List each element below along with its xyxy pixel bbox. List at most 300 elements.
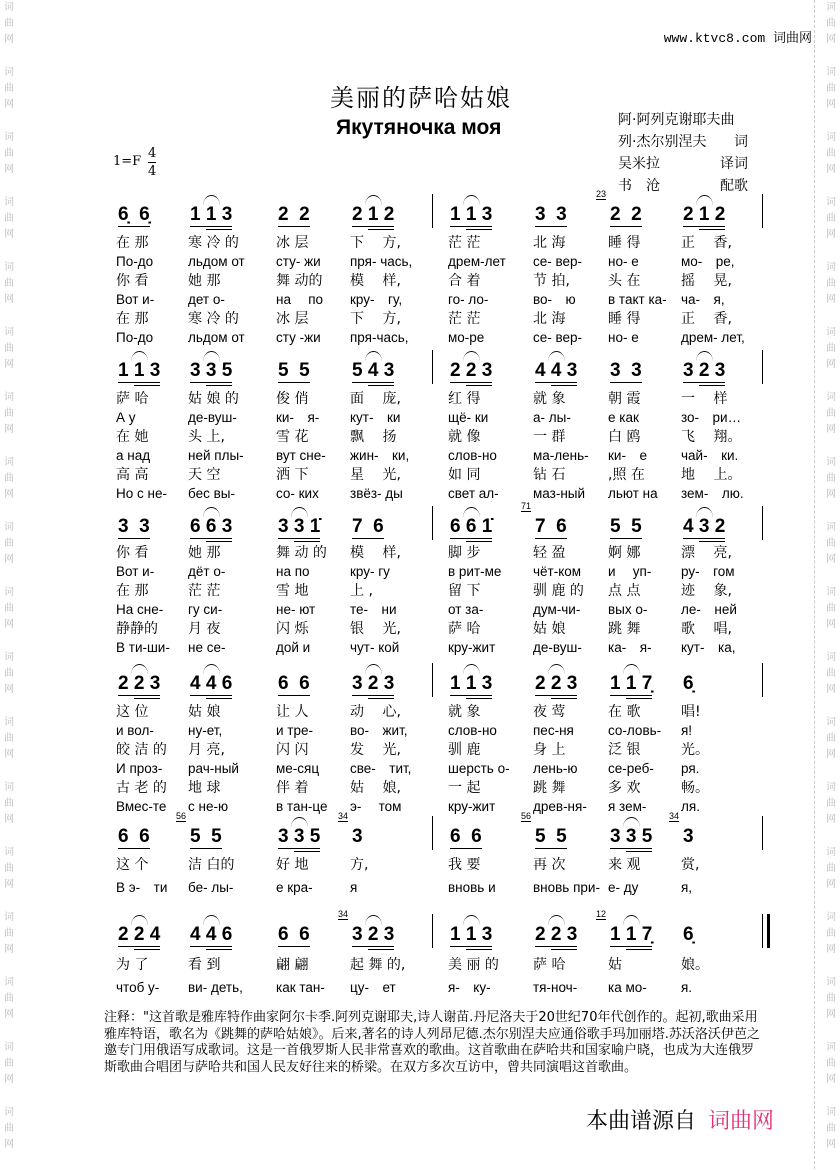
note-group <box>118 516 150 539</box>
watermark-text: 词曲网 <box>4 1107 14 1150</box>
lyric: ,照 在 <box>608 467 645 483</box>
credit-composer: 阿·阿列克谢耶夫曲 <box>618 112 735 128</box>
note-group <box>610 516 642 539</box>
lyric: а- лы- <box>533 410 571 425</box>
note-group <box>610 360 642 383</box>
note-group <box>278 204 310 227</box>
watermark-text: 词曲网 <box>826 847 836 890</box>
lyric: я- ку- <box>448 980 491 995</box>
lyric: э- том <box>350 799 402 814</box>
note-group <box>352 516 384 539</box>
lyric: 正 香, <box>681 235 732 251</box>
lyric: 婀 娜 <box>608 545 641 561</box>
lyric: а над <box>116 448 151 463</box>
watermark-text: 词曲网 <box>4 1042 14 1085</box>
lyric: 银 光, <box>350 621 401 637</box>
watermark-text: 词曲网 <box>826 652 836 695</box>
notes: 1 1 7̣ <box>610 924 653 945</box>
lyric: 看 到 <box>188 957 221 973</box>
barline <box>432 194 433 228</box>
slur <box>463 351 481 362</box>
lyric: кут- ки <box>350 410 401 425</box>
site-url[interactable]: www.ktvc8.com <box>663 31 766 46</box>
lyric: от за- <box>448 602 484 617</box>
credits <box>618 109 748 197</box>
lyric: 驯 鹿 的 <box>533 583 584 599</box>
time-signature: 4 4 <box>148 146 157 179</box>
lyric: 再 次 <box>533 857 566 873</box>
watermark-text: 词曲网 <box>4 262 14 305</box>
lyric: В ти-ши- <box>116 640 170 655</box>
notes: 5 5 <box>610 516 642 537</box>
lyric: ки- я- <box>276 410 320 425</box>
lyric: 赏, <box>681 857 700 873</box>
note-group <box>278 360 310 383</box>
barline <box>762 663 763 697</box>
lyric: 白 鸥 <box>608 429 641 445</box>
note-group <box>683 204 725 227</box>
page-border <box>814 0 815 1169</box>
notes: 2 2 3 <box>118 673 161 694</box>
lyric: 发 光, <box>350 742 401 758</box>
lyric: 姑 娘 <box>533 621 566 637</box>
grace-note: 56 <box>521 811 532 821</box>
lyric: льдом от <box>188 254 245 269</box>
slur <box>623 915 641 926</box>
lyric: лень-ю <box>533 761 578 776</box>
lyric: И проз- <box>116 761 163 776</box>
lyric: 为 了 <box>116 957 149 973</box>
watermark-text: 词曲网 <box>4 522 14 565</box>
barline <box>762 194 763 228</box>
lyric: ма-лень- <box>533 448 589 463</box>
lyric: 萨 哈 <box>533 957 566 973</box>
lyric: 头 上, <box>188 429 225 445</box>
notes: 2 1 2 <box>352 204 395 225</box>
watermark-text: 词曲网 <box>826 1042 836 1085</box>
lyric: бес вы- <box>188 486 235 501</box>
lyric: 洁 白的 <box>188 857 235 873</box>
grace-note: 34 <box>338 811 349 821</box>
lyric: слов-но <box>448 723 497 738</box>
watermark-text: 词曲网 <box>826 717 836 760</box>
lyric: 高 高 <box>116 467 149 483</box>
notes: 4 3 2 <box>683 516 726 537</box>
notes: 5 4 3 <box>352 360 395 381</box>
slur <box>291 507 309 518</box>
lyric: 月 夜 <box>188 621 221 637</box>
lyric: 正 香, <box>681 311 732 327</box>
lyric: 飘 扬 <box>350 429 397 445</box>
lyric: сту- жи <box>276 254 321 269</box>
barline <box>762 506 763 540</box>
note-group <box>190 204 232 227</box>
note-group <box>278 673 310 696</box>
notes: 3 3 5 <box>190 360 233 381</box>
note-group <box>683 924 694 946</box>
lyric: 萨 哈 <box>448 621 481 637</box>
credit-translator: 吴米拉 译词 <box>618 156 748 172</box>
watermark-text: 词曲网 <box>826 912 836 955</box>
notes: 3 2 3 <box>683 360 726 381</box>
slur <box>131 351 149 362</box>
lyric: 方, <box>350 857 369 873</box>
lyric: кру- гу, <box>350 292 403 307</box>
note-group <box>352 204 394 227</box>
watermark-text: 词曲网 <box>826 457 836 500</box>
lyric: слов-но <box>448 448 497 463</box>
lyric: 地 球 <box>188 780 221 796</box>
lyric: 就 象 <box>448 704 481 720</box>
watermark-text: 词曲网 <box>4 977 14 1020</box>
slur <box>365 915 383 926</box>
note-group <box>450 826 482 849</box>
lyric: 轻 盈 <box>533 545 566 561</box>
lyric: и уп- <box>608 564 652 579</box>
lyric: зем- лю. <box>681 486 744 501</box>
lyric: рач-ный <box>188 761 239 776</box>
lyric: дрем- лет, <box>681 330 745 345</box>
watermark-text: 词曲网 <box>4 782 14 825</box>
watermark-left <box>2 0 16 1170</box>
notes: 2 2 <box>610 204 642 225</box>
notes: 1 1 3 <box>190 204 233 225</box>
lyric: А у <box>116 410 136 425</box>
lyric: 星 光, <box>350 467 401 483</box>
notes: 2 2 <box>278 204 310 225</box>
notes: 3 3 5 <box>610 826 653 847</box>
lyric: 动 心, <box>350 704 401 720</box>
slur <box>623 664 641 675</box>
lyric: 好 地 <box>276 857 309 873</box>
grace-note: 71 <box>521 501 532 511</box>
lyric: ру- гом <box>681 564 735 579</box>
site-name: 词曲网 <box>772 31 812 46</box>
lyric: ки- е <box>608 448 647 463</box>
lyric: звёз- ды <box>350 486 403 501</box>
note-group <box>683 516 725 539</box>
lyric: е кра- <box>276 880 313 895</box>
lyric: Но с не- <box>116 486 167 501</box>
lyric: се-реб- <box>608 761 654 776</box>
lyric: маз-ный <box>533 486 586 501</box>
watermark-text: 词曲网 <box>4 587 14 630</box>
footer-brand[interactable]: 词曲网 <box>708 1109 775 1134</box>
lyric: 一 样 <box>681 391 728 407</box>
lyric: ней плы- <box>188 448 244 463</box>
lyric: го- ло- <box>448 292 489 307</box>
lyric: 多 欢 <box>608 780 641 796</box>
lyric: сту -жи <box>276 330 321 345</box>
lyric: 我 要 <box>448 857 481 873</box>
notes: 6̣ 6̣ <box>118 204 150 225</box>
lyric: ча- я, <box>681 292 725 307</box>
barline <box>432 350 433 384</box>
final-barline <box>762 914 770 948</box>
lyric: се- вер- <box>533 254 583 269</box>
lyric: чут- кой <box>350 640 400 655</box>
lyric: вых о- <box>608 602 648 617</box>
note-group <box>450 673 492 696</box>
slur <box>463 915 481 926</box>
notes: 1 1 3 <box>450 204 493 225</box>
lyric: я. <box>681 980 693 995</box>
lyric: 红 得 <box>448 391 481 407</box>
lyric: пря-чась, <box>350 330 409 345</box>
grace-note: 12 <box>596 909 607 919</box>
lyric: 身 上 <box>533 742 566 758</box>
slur <box>365 195 383 206</box>
notes: 3 <box>683 826 694 847</box>
slur <box>548 915 566 926</box>
song-title: 美丽的萨哈姑娘 <box>330 84 512 112</box>
barline <box>432 816 433 850</box>
lyric: е как <box>608 410 639 425</box>
lyric: 天 空 <box>188 467 221 483</box>
lyric: 唱! <box>681 704 701 720</box>
lyric: 娘。 <box>681 957 709 973</box>
lyric: 畅。 <box>681 780 709 796</box>
grace-note: 34 <box>338 909 349 919</box>
lyric: 模 样, <box>350 273 401 289</box>
lyric: как тан- <box>276 980 325 995</box>
lyric: 舞 动 的 <box>276 545 327 561</box>
watermark-text: 词曲网 <box>4 652 14 695</box>
lyric: не се- <box>188 640 226 655</box>
watermark-text: 词曲网 <box>4 327 14 370</box>
watermark-text: 词曲网 <box>826 392 836 435</box>
lyric: льют на <box>608 486 658 501</box>
lyric: ля. <box>681 799 700 814</box>
slur <box>696 507 714 518</box>
slur <box>463 507 481 518</box>
notes: 3 3 5 <box>278 826 321 847</box>
notes: 6 6 <box>278 673 310 694</box>
lyric: но- е <box>608 330 639 345</box>
lyric: 模 样, <box>350 545 401 561</box>
lyric: те- ни <box>350 602 397 617</box>
lyric: ка- я- <box>608 640 652 655</box>
note-group <box>278 826 320 849</box>
lyric: 姑 <box>608 957 622 973</box>
note-group <box>118 924 160 947</box>
slur <box>623 817 641 828</box>
watermark-text: 词曲网 <box>4 197 14 240</box>
watermark-text: 词曲网 <box>826 67 836 110</box>
lyric: 就 像 <box>448 429 481 445</box>
lyric: 下 方, <box>350 235 401 251</box>
barline <box>432 914 433 948</box>
lyric: кру-жит <box>448 640 496 655</box>
notes: 4 4 6 <box>190 924 233 945</box>
note-group <box>118 826 150 849</box>
lyric: 雪 花 <box>276 429 309 445</box>
lyric: 雪 地 <box>276 583 309 599</box>
lyric: 俊 俏 <box>276 391 309 407</box>
lyric: 一 起 <box>448 780 481 796</box>
lyric: не- ют <box>276 602 316 617</box>
lyric: чтоб у- <box>116 980 160 995</box>
note-group <box>190 360 232 383</box>
watermark-text: 词曲网 <box>826 977 836 1020</box>
lyric: 翩 翩 <box>276 957 309 973</box>
lyric: 北 海 <box>533 235 566 251</box>
notes: 5 5 <box>535 826 567 847</box>
notes: 7 6 <box>535 516 567 537</box>
note-group <box>278 924 310 947</box>
lyric: 北 海 <box>533 311 566 327</box>
lyric: древ-ня- <box>533 799 587 814</box>
lyric: 睡 得 <box>608 311 641 327</box>
lyric: 月 亮, <box>188 742 225 758</box>
lyric: де-вуш- <box>188 410 237 425</box>
slur <box>131 915 149 926</box>
lyric: 留 下 <box>448 583 481 599</box>
lyric: Вот и- <box>116 564 155 579</box>
notes: 5 5 <box>278 360 310 381</box>
lyric: 跳 舞 <box>533 780 566 796</box>
grace-note: 34 <box>669 811 680 821</box>
note-group <box>610 826 652 849</box>
lyric: 脚 步 <box>448 545 481 561</box>
lyric: вут сне- <box>276 448 326 463</box>
lyric: 飞 翔。 <box>681 429 742 445</box>
lyric: чёт-ком <box>533 564 582 579</box>
lyric: чай- ки. <box>681 448 739 463</box>
slur <box>696 351 714 362</box>
watermark-text: 词曲网 <box>826 522 836 565</box>
watermark-text: 词曲网 <box>4 847 14 890</box>
lyric: 寒 冷 的 <box>188 235 239 251</box>
lyric: 地 上。 <box>681 467 742 483</box>
notes: 3 2 3 <box>352 924 395 945</box>
lyric: 下 方, <box>350 311 401 327</box>
watermark-text: 词曲网 <box>4 912 14 955</box>
lyric: се- вер- <box>533 330 583 345</box>
slur <box>548 664 566 675</box>
slur <box>463 195 481 206</box>
note-group <box>535 924 577 947</box>
note-group <box>683 360 725 383</box>
lyric: с не-ю <box>188 799 229 814</box>
notes: 1 1 3 <box>450 673 493 694</box>
annotation-note: 注释："这首歌是雅库特作曲家阿尔卡季.阿列克谢耶夫,诗人谢苗.丹尼洛夫于20世纪70年代创作的。起初,歌曲采用雅库特语，歌名为《跳舞的萨哈姑娘》。后来,著名的诗人列昂尼德.杰尔别涅夫应通俗歌手玛加丽塔.苏沃洛沃伊芭之邀专门用俄语写成歌词。这是一首俄罗斯人民非常喜欢的歌曲。这首歌曲在萨哈共和国家喻户晓，也成为大连俄罗斯歌曲合唱团与萨哈共和国人民友好往来的桥梁。在双方多次互访中，曾共同演唱这首歌曲。 <box>104 1010 760 1075</box>
lyric: в такт ка- <box>608 292 667 307</box>
watermark-text: 词曲网 <box>4 717 14 760</box>
slur <box>291 817 309 828</box>
note-group <box>596 909 653 947</box>
slur <box>463 664 481 675</box>
note-group <box>521 811 567 849</box>
note-group <box>176 811 222 849</box>
lyric: 一 群 <box>533 429 566 445</box>
lyric: ви- деть, <box>188 980 243 995</box>
lyric: 跳 舞 <box>608 621 641 637</box>
notes: 6 6 <box>278 924 310 945</box>
lyric: На сне- <box>116 602 164 617</box>
lyric: ме-сяц <box>276 761 320 776</box>
notes: 5 5 <box>190 826 222 847</box>
note-group <box>521 501 567 539</box>
note-group <box>190 924 232 947</box>
lyric: кру- гу <box>350 564 390 579</box>
notes: 2 1 2 <box>683 204 726 225</box>
note-group <box>338 909 395 947</box>
lyric: 她 那 <box>188 273 221 289</box>
site-header[interactable] <box>664 27 812 46</box>
lyric: 她 那 <box>188 545 221 561</box>
watermark-text: 词曲网 <box>4 2 14 45</box>
lyric: но- е <box>608 254 639 269</box>
lyric: 光。 <box>681 742 709 758</box>
notes: 6 6 3 <box>190 516 233 537</box>
lyric: де-вуш- <box>533 640 582 655</box>
lyric: 美 丽 的 <box>448 957 499 973</box>
lyric: со- ких <box>276 486 319 501</box>
notes: 4 4 3 <box>535 360 578 381</box>
footer-source: 本曲谱源自 词曲网 <box>586 1109 775 1134</box>
notes: 3 3 <box>535 204 567 225</box>
lyric: 冰 层 <box>276 311 309 327</box>
watermark-text: 词曲网 <box>4 392 14 435</box>
lyric: вновь и <box>448 880 496 895</box>
note-group <box>535 360 577 383</box>
lyric: тя-ноч- <box>533 980 578 995</box>
lyric: льдом от <box>188 330 245 345</box>
notes: 2 2 3 <box>535 673 578 694</box>
lyric: 茫 茫 <box>188 583 221 599</box>
slur <box>365 664 383 675</box>
watermark-text: 词曲网 <box>4 132 14 175</box>
lyric: дум-чи- <box>533 602 581 617</box>
lyric: дет о- <box>188 292 225 307</box>
lyric: ну-ет, <box>188 723 223 738</box>
note-group <box>450 204 492 227</box>
watermark-text: 词曲网 <box>826 197 836 240</box>
lyric: свет ал- <box>448 486 499 501</box>
lyric: в рит-ме <box>448 564 502 579</box>
lyric: Вмес-те <box>116 799 167 814</box>
lyric: 寒 冷 的 <box>188 311 239 327</box>
lyric: шерсть о- <box>448 761 510 776</box>
lyric: 在 那 <box>116 235 149 251</box>
credit-arranger: 书 沧 配歌 <box>618 178 748 194</box>
lyric: щё- ки <box>448 410 489 425</box>
lyric: ле- ней <box>681 602 737 617</box>
lyric: и тре- <box>276 723 313 738</box>
note-group <box>352 360 394 383</box>
lyric: я зем- <box>608 799 647 814</box>
lyric: я! <box>681 723 693 738</box>
lyric: ка мо- <box>608 980 647 995</box>
slur <box>203 195 221 206</box>
lyric: вновь при- <box>533 880 600 895</box>
lyric: во- жит, <box>350 723 408 738</box>
notes: 1 1 3 <box>450 924 493 945</box>
note-group <box>683 673 694 695</box>
slur <box>203 664 221 675</box>
note-group <box>669 811 694 848</box>
lyric: дой и <box>276 640 311 655</box>
note-group <box>118 360 160 383</box>
lyric: 闪 烁 <box>276 621 309 637</box>
lyric: 让 人 <box>276 704 309 720</box>
lyric: пря- чась, <box>350 254 413 269</box>
lyric: дрем-лет <box>448 254 506 269</box>
lyric: 驯 鹿 <box>448 742 481 758</box>
lyric: 来 观 <box>608 857 641 873</box>
lyric: 在 歌 <box>608 704 641 720</box>
